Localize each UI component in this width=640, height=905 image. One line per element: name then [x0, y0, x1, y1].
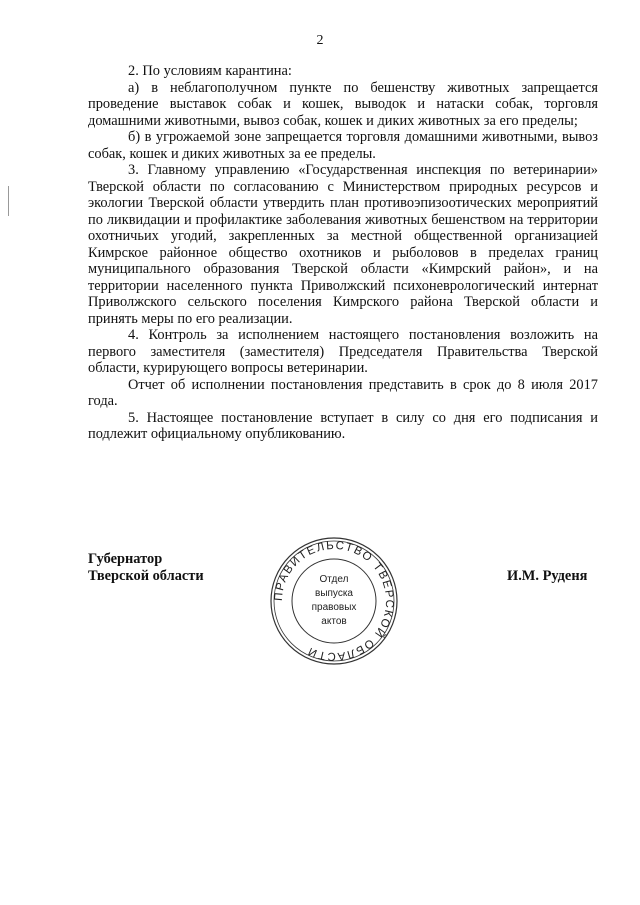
signatory-position-line1: Губернатор — [88, 551, 163, 567]
stamp-ring-text: ПРАВИТЕЛЬСТВО ТВЕРСКОЙ ОБЛАСТИ — [272, 539, 396, 663]
decree-body — [88, 63, 598, 443]
signatory-position-line2: Тверской области — [88, 568, 204, 584]
stamp-center-line1: Отдел — [319, 574, 349, 585]
stamp-center-line2: выпуска — [315, 588, 353, 599]
page-number: 2 — [316, 33, 324, 48]
stamp-center-line3: правовых — [311, 602, 357, 613]
paragraph-item-5: 5. Настоящее постановление вступает в силу со дня его подписания и подлежит официальному опубликованию. — [88, 409, 598, 442]
signatory-position — [88, 551, 204, 585]
paragraph-subpoint-b: б) в угрожаемой зоне запрещается торговля домашними животными, вывоз собак, кошек и диких животных за ее пределы. — [88, 129, 598, 162]
paragraph-item-4: 4. Контроль за исполнением настоящего постановления возложить на первого заместителя (заместителя) Председателя Правительства Тверской области, курирующего вопросы ветеринарии. — [88, 327, 598, 376]
paragraph-quarantine-conditions: 2. По условиям карантина: — [128, 63, 292, 79]
official-stamp — [268, 535, 400, 667]
paragraph-subpoint-a: а) в неблагополучном пункте по бешенству животных запрещается проведение выставок собак и кошек, выводок и натаски собак, торговля домашними животными, вывоз собак, кошек и диких животных за его пределы; — [88, 79, 598, 129]
scan-margin-mark — [8, 186, 9, 216]
paragraph-report-deadline: Отчет об исполнении постановления представить в срок до 8 июля 2017 года. — [88, 376, 598, 409]
stamp-center-line4: актов — [321, 616, 347, 627]
stamp-center-text — [304, 573, 364, 629]
paragraph-item-3: 3. Главному управлению «Государственная инспекция по ветеринарии» Тверской области по согласованию с Министерством природных ресурсов и экологии Тверской области утвердить план противоэпизоотических мероприятий по ликвидации и профилактике заболевания животных бешенством на территории охотничьих угодий, закрепленных за местной общественной организацией Кимрское районное общество охотников и рыболовов в пределах границ муниципального образования Тверской области «Кимрский район», и на территории населенного пункта Приволжский психоневрологический интернат Приволжского сельского поселения Кимрского района Тверской области и принять меры по его реализации. — [88, 162, 598, 327]
signatory-name: И.М. Руденя — [507, 568, 588, 584]
